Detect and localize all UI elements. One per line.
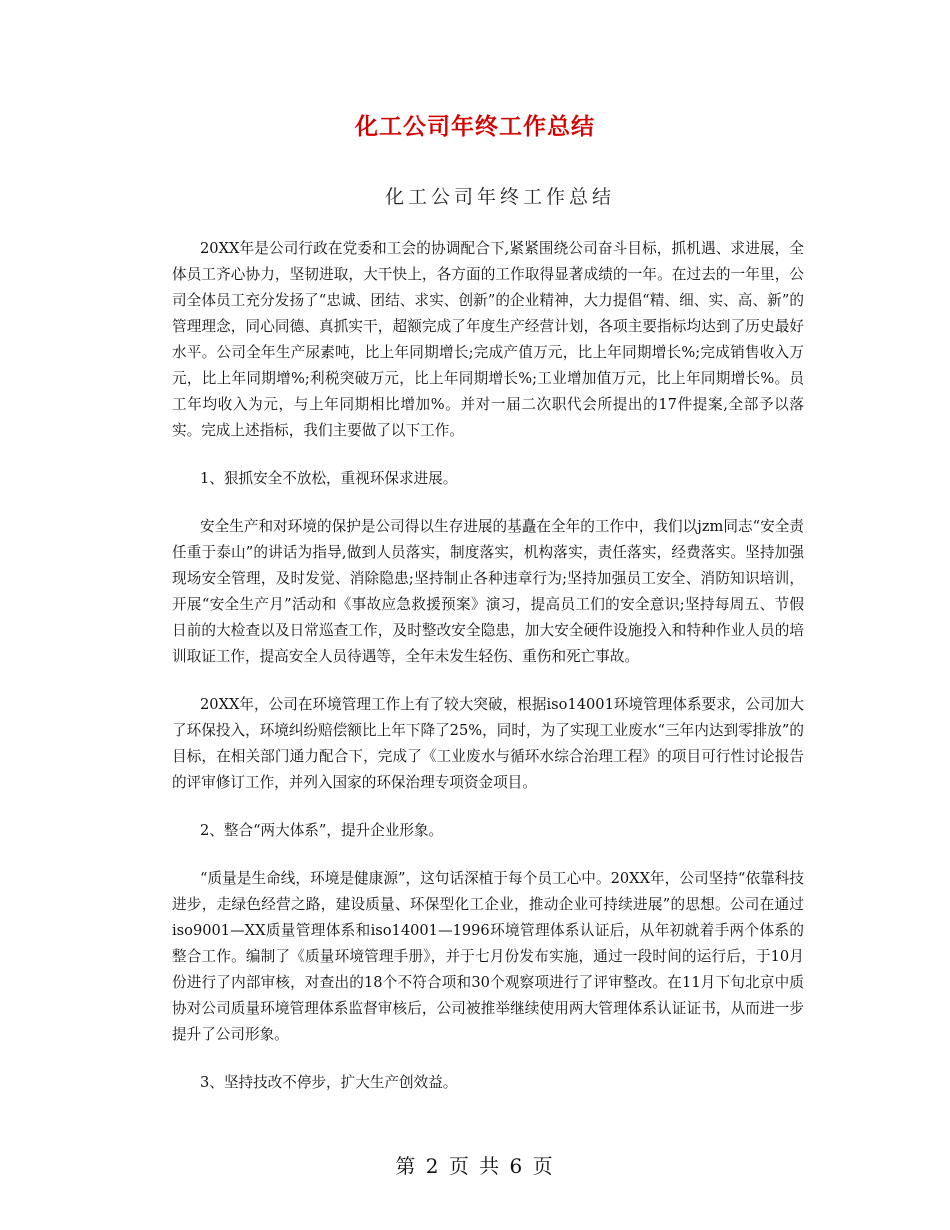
paragraph-safety: 安全生产和对环境的保护是公司得以生存进展的基矗在全年的工作中，我们以jzm同志“安全责任重于泰山”的讲话为指导,做到人员落实，制度落实，机构落实，责任落实，经费落实。坚持加强现场安全管理，及时发觉、消除隐患;坚持制止各种违章行为;坚持加强员工安全、消防知识培训，开展“安全生产月”活动和《事故应急救援预案》演习，提高员工们的安全意识;坚持每周五、节假日前的大检查以及日常巡查工作，及时整改安全隐患，加大安全硬件设施投入和特种作业人员的培训取证工作，提高安全人员待遇等，全年未发生轻伤、重伤和死亡事故。 <box>172 518 804 665</box>
document-subtitle: 化工公司年终工作总结 <box>384 186 615 208</box>
section-heading-1: 1、狠抓安全不放松，重视环保求进展。 <box>200 470 458 487</box>
section-heading-2: 2、整合“两大体系”，提升企业形象。 <box>200 822 444 839</box>
paragraph-intro: 20XX年是公司行政在党委和工会的协调配合下,紧紧围绕公司奋斗目标，抓机遇、求进展，全体员工齐心协力，坚韧进取，大干快上，各方面的工作取得显著成绩的一年。在过去的一年里，公司全体员工充分发扬了“忠诚、团结、求实、创新”的企业精神，大力提倡“精、细、实、高、新”的管理理念，同心同德、真抓实干，超额完成了年度生产经营计划，各项主要指标均达到了历史最好水平。公司全年生产尿素吨，比上年同期增长;完成产值万元，比上年同期增长%;完成销售收入万元，比上年同期增%;利税突破万元，比上年同期增长%;工业增加值万元，比上年同期增长%。员工年均收入为元，与上年同期相比增加%。并对一届二次职代会所提出的17件提案,全部予以落实。完成上述指标，我们主要做了以下工作。 <box>172 240 804 439</box>
document-body <box>172 236 804 1118</box>
section-heading-3: 3、坚持技改不停步，扩大生产创效益。 <box>200 1074 458 1091</box>
page-number-footer: 第 2 页 共 6 页 <box>395 1154 555 1178</box>
paragraph-environment: 20XX年，公司在环境管理工作上有了较大突破，根据iso14001环境管理体系要求，公司加大了环保投入，环境纠纷赔偿额比上年下降了25%，同时，为了实现工业废水“三年内达到零排放”的目标，在相关部门通力配合下，完成了《工业废水与循环水综合治理工程》的项目可行性讨论报告的评审修订工作，并列入国家的环保治理专项资金项目。 <box>172 696 804 791</box>
paragraph-quality: “质量是生命线，环境是健康源”，这句话深植于每个员工心中。20XX年，公司坚持“依靠科技进步，走绿色经营之路，建设质量、环保型化工企业，推动企业可持续进展”的思想。公司在通过iso9001—XX质量管理体系和iso14001—1996环境管理体系认证后，从年初就着手两个体系的整合工作。编制了《质量环境管理手册》，并于七月份发布实施，通过一段时间的运行后，于10月份进行了内部审核，对查出的18个不符合项和30个观察项进行了评审整改。在11月下旬北京中质协对公司质量环境管理体系监督审核后，公司被推举继续使用两大管理体系认证证书，从而进一步提升了公司形象。 <box>172 870 804 1043</box>
document-title: 化工公司年终工作总结 <box>355 114 595 140</box>
